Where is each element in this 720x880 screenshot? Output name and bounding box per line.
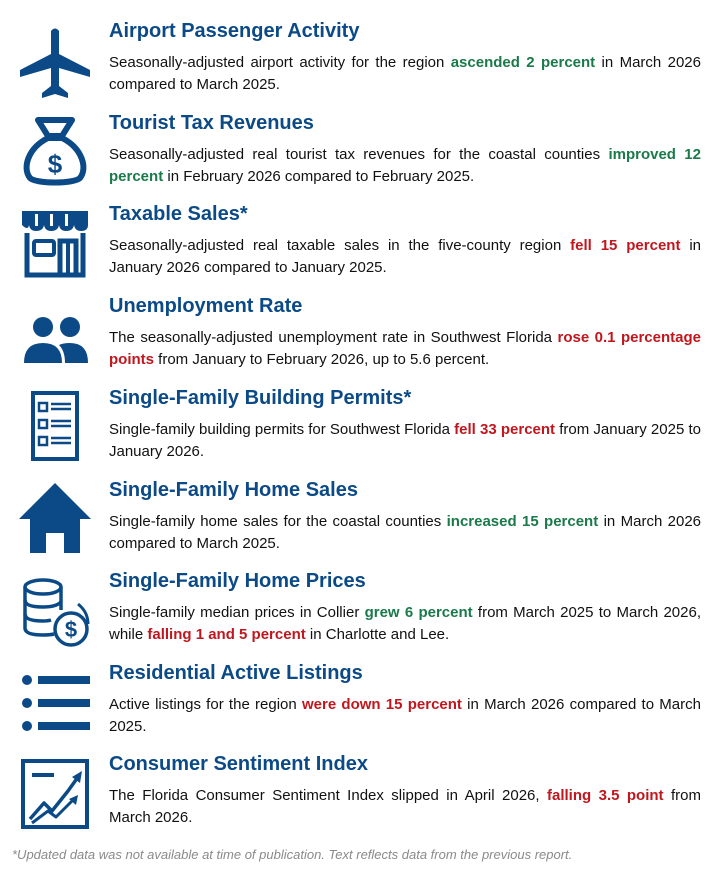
money-bag-icon: [18, 114, 92, 188]
indicator-text: Single-family home sales for the coastal counties increased 15 percent in March 2026 compared to March 2025.: [109, 513, 702, 552]
indicator-title: Consumer Sentiment Index: [109, 753, 368, 775]
coin-stack-icon: [18, 574, 92, 648]
change-highlight: increased 15 percent: [446, 513, 599, 530]
svg-text:$: $: [64, 617, 78, 642]
indicator-text: Active listings for the region were down 15 percent in March 2026 compared to March 2025.: [109, 696, 701, 735]
change-highlight: grew 6 percent: [364, 604, 473, 621]
airplane-icon: [18, 26, 92, 100]
svg-text:$: $: [47, 149, 63, 179]
change-highlight: falling 3.5 point: [547, 787, 664, 804]
people-icon: [18, 299, 92, 373]
change-highlight: rose 0.1 percentage points: [109, 329, 702, 368]
change-highlight: ascended 2 percent: [450, 54, 596, 71]
indicator-text: Single-family median prices in Collier grew 6 percent from March 2025 to March 2026, while falling 1 and 5 percent in Charlotte and Lee.: [109, 604, 702, 643]
indicator-title: Taxable Sales*: [109, 203, 248, 225]
change-highlight: fell 15 percent: [570, 237, 681, 254]
indicator-title: Single-Family Home Prices: [109, 570, 366, 592]
indicator-text: The Florida Consumer Sentiment Index slipped in April 2026, falling 3.5 point from March 2026.: [109, 787, 701, 826]
indicator-text: The seasonally-adjusted unemployment rate in Southwest Florida rose 0.1 percentage points from January to February 2026, up to 5.6 percent.: [109, 329, 702, 368]
indicator-text: Seasonally-adjusted real taxable sales in the five-county region fell 15 percent in January 2026 compared to January 2025.: [109, 237, 701, 276]
trend-chart-icon: [18, 757, 92, 831]
change-highlight: improved 12 percent: [109, 146, 701, 185]
indicator-title: Unemployment Rate: [109, 295, 303, 317]
indicator-text: Single-family building permits for Southwest Florida fell 33 percent from January 2025 to January 2026.: [109, 421, 701, 460]
storefront-icon: [18, 205, 92, 279]
change-highlight: were down 15 percent: [301, 696, 462, 713]
change-highlight: fell 33 percent: [454, 421, 556, 438]
bulleted-list-icon: [18, 666, 92, 740]
indicator-text: Seasonally-adjusted real tourist tax revenues for the coastal counties improved 12 percent in February 2026 compared to February 2025.: [109, 146, 701, 185]
checklist-icon: [18, 389, 92, 463]
indicator-text: Seasonally-adjusted airport activity for the region ascended 2 percent in March 2026 compared to March 2025.: [109, 54, 701, 93]
indicator-title: Residential Active Listings: [109, 662, 363, 684]
indicator-title: Airport Passenger Activity: [109, 20, 360, 42]
indicator-title: Single-Family Building Permits*: [109, 387, 412, 409]
change-highlight-secondary: falling 1 and 5 percent: [147, 626, 306, 643]
house-icon: [18, 481, 92, 555]
indicator-title: Tourist Tax Revenues: [109, 112, 314, 134]
footnote: *Updated data was not available at time of publication. Text reflects data from the previous report.: [12, 847, 573, 862]
indicator-title: Single-Family Home Sales: [109, 479, 358, 501]
